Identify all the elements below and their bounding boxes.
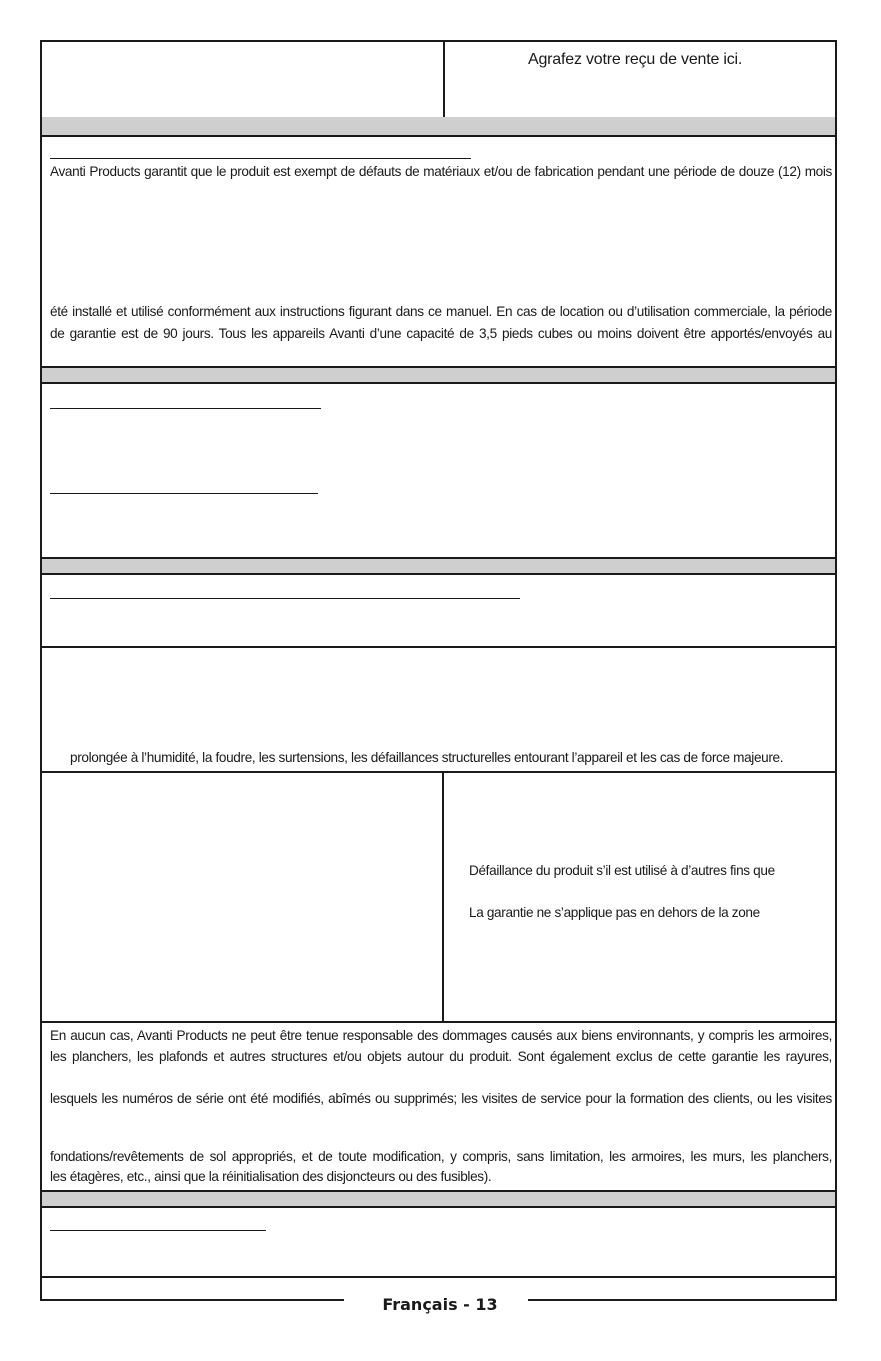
page-frame	[40, 40, 837, 1301]
heading-underline	[50, 493, 318, 494]
page-number-label: Français - 13	[382, 1295, 498, 1314]
section-divider	[40, 573, 837, 575]
section-divider	[40, 646, 837, 648]
exclusions-right-line: La garantie ne s’applique pas en dehors de la zone	[469, 905, 760, 920]
liability-line: En aucun cas, Avanti Products ne peut être tenue responsable des dommages causés aux biens environnants, y compris les armoires,	[50, 1028, 832, 1043]
footer-gap	[528, 1302, 835, 1304]
heading-underline	[50, 598, 520, 599]
warranty-line: été installé et utilisé conformément aux instructions figurant dans ce manuel. En cas de location ou d’utilisation commerciale, la période	[50, 304, 832, 319]
section-band	[42, 117, 835, 135]
section-divider	[40, 382, 837, 384]
receipt-staple-note: Agrafez votre reçu de vente ici.	[528, 51, 743, 68]
exclusions-right-line: Défaillance du produit s’il est utilisé à d’autres fins que	[469, 863, 775, 878]
section-divider	[40, 1276, 837, 1278]
heading-underline	[50, 158, 471, 159]
exclusions-line: prolongée à l’humidité, la foudre, les surtensions, les défaillances structurelles entourant l’appareil et les cas de force majeure.	[70, 750, 784, 765]
section-divider	[40, 135, 837, 137]
section-divider	[40, 771, 837, 773]
section-band	[42, 368, 835, 382]
liability-line: lesquels les numéros de série ont été modifiés, abîmés ou supprimés; les visites de service pour la formation des clients, ou les visites	[50, 1091, 832, 1106]
warranty-line: Avanti Products garantit que le produit est exempt de défauts de matériaux et/ou de fabrication pendant une période de douze (12) mois	[50, 164, 832, 179]
liability-line: les planchers, les plafonds et autres structures et/ou objets autour du produit. Sont également exclus de cette garantie les rayures,	[50, 1049, 832, 1064]
liability-line: les étagères, etc., ainsi que la réinitialisation des disjoncteurs ou des fusibles).	[50, 1169, 492, 1184]
heading-underline	[50, 1230, 266, 1231]
receipt-divider	[443, 40, 445, 118]
liability-line: fondations/revêtements de sol appropriés, et de toute modification, y compris, sans limitation, les armoires, les murs, les planchers,	[50, 1149, 832, 1164]
section-divider	[40, 1206, 837, 1208]
footer-gap	[42, 1302, 344, 1304]
column-divider	[442, 772, 444, 1022]
warranty-line: de garantie est de 90 jours. Tous les appareils Avanti d’une capacité de 3,5 pieds cubes ou moins doivent être apportés/envoyés au	[50, 326, 832, 341]
section-band	[42, 1192, 835, 1206]
heading-underline	[50, 408, 321, 409]
section-divider	[40, 1021, 837, 1023]
section-band	[42, 559, 835, 573]
